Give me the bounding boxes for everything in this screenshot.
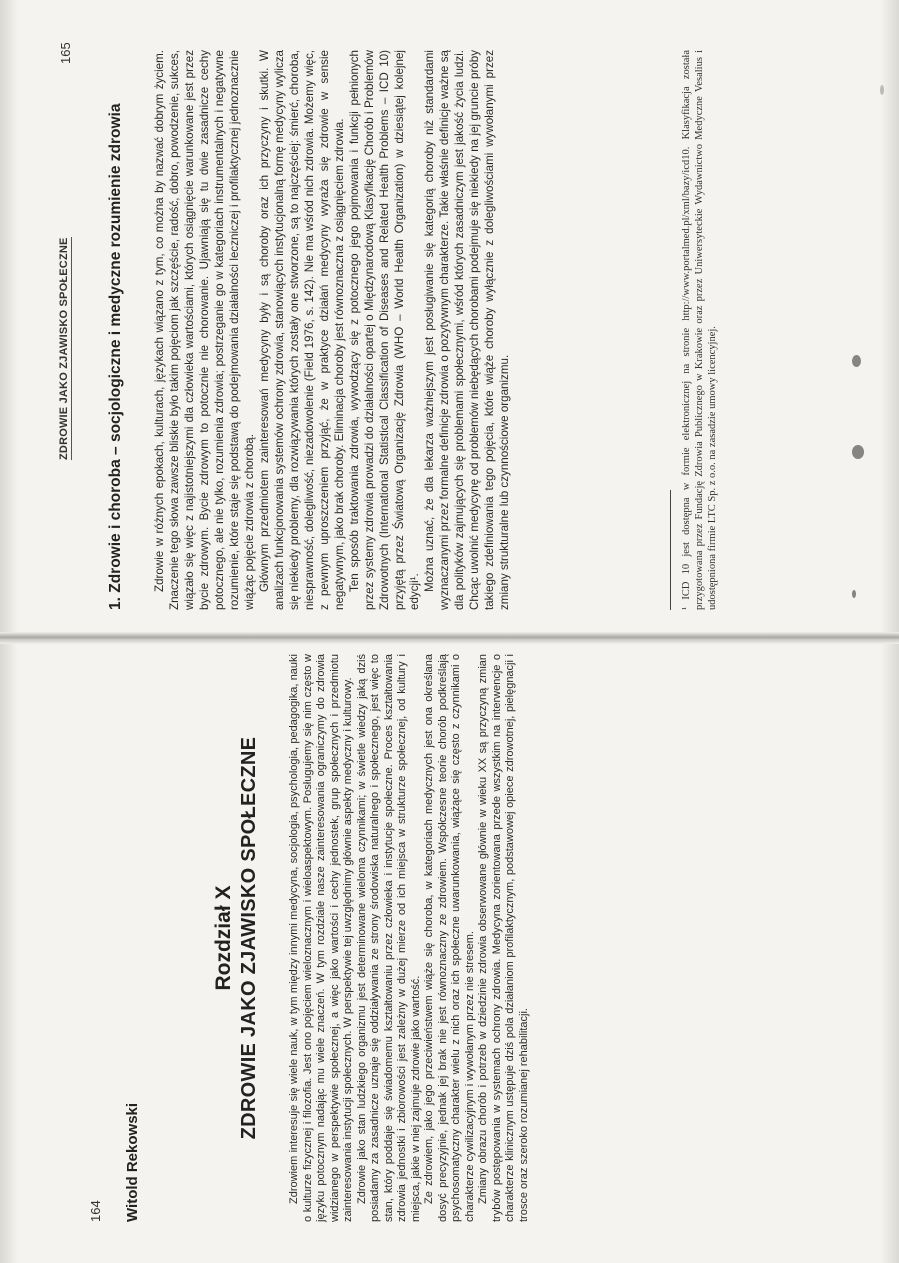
scan-speck — [852, 590, 856, 598]
section-title: 1. Zdrowie i choroba – socjologiczne i medyczne rozumienie zdrowia — [107, 103, 124, 610]
paragraph: Głównym przedmiotem zainteresowań medycyny były i są choroby oraz ich przyczyny i skutki. W analizach funkcjonowania systemów ochrony zdrowia, stanowiących instytucjonalną formę medycyny wylicza się niekiedy problemy, dla rozwiązywania których zostały one stworzone, są to najczęściej: śmierć, choroba, niesprawność, dolegliwość, niezadowolenie (Field 1976, s. 142). Nie ma wśród nich zdrowia. Możemy więc, z pewnym uproszczeniem przyjąć, że w praktyce działań medycyny wyraża się zdrowie w sensie negatywnym, jako brak choroby. Eliminacja choroby jest równoznaczna z osiągnięciem zdrowia. — [258, 50, 346, 610]
footnote: ¹ ICD 10 jest dostępna w formie elektronicznej na stronie http://www.portalmed.pl/xml/bazy/icd10. Klasyfikacja została przygotowana przez Fundację Zdrowia Publicznego w Krakowie oraz przez Uniwersyteckie Wydawnictwo Medyczne Vesalius i udostępniona firmie LTC Sp. z o.o. na zasadzie umowy licencyjnej. — [681, 50, 718, 610]
paragraph: Można uznać, że dla lekarza ważniejszym jest posługiwanie się kategorią choroby niż standardami wyznaczanymi przez formalne definicje zdrowia o pozytywnym charakterze. Takie właśnie definicje ważne są dla polityków zajmujących się problemami społecznymi, wśród których zasadniczym jest jakość życia ludzi. Chcąc uwolnić medycynę od problemów niebędących chorobami podejmuje się niekiedy na jej gruncie próby takiego zdefiniowania tego pojęcia, które wiąże choroby wyłącznie z dolegliwościami wywołanymi przez zmiany strukturalne lub czynnościowe organizmu. — [423, 50, 511, 610]
left-page — [88, 654, 530, 1222]
scan-speck — [852, 445, 864, 459]
footnote-rule — [670, 490, 671, 610]
page-fold — [0, 632, 899, 644]
paragraph: Ten sposób traktowania zdrowia, wywodzący się z potocznego jego pojmowania i funkcji pełnionych przez systemy zdrowia prowadzi do działalności opartej o Międzynarodową Klasyfikację Chorób i Problemów Zdrowotnych (International Statistical Classification of Diseases and Related Health Problems – ICD 10) przyjętą przez Światową Organizację Zdrowia (WHO – World Health Organization) w dziesiątej kolejnej edycji¹. — [348, 50, 421, 610]
chapter-number: Rozdział X — [212, 885, 235, 991]
author-name: Witold Rekowski — [124, 1102, 141, 1222]
paragraph: Zdrowiem interesuje się wiele nauk, w tym między innymi medycyna, socjologia, psychologia, pedagogika, nauki o kulturze fizycznej i filozofia. Jest ono pojęciem wieloznacznym i wieloaspektowym. Posługujemy się nim często w języku potocznym nadając mu wiele znaczeń. W tym rozdziale nasze zainteresowania ograniczymy do zdrowia widzianego w perspektywie społecznej, a więc jako wartości i cechy jednostek, grup społecznych i przedmiotu zainteresowania instytucji społecznych. W perspektywie tej uwzględnimy głównie aspekty medyczny i kulturowy. — [288, 654, 354, 1222]
left-page-body — [288, 654, 531, 1222]
scan-speck — [880, 85, 884, 95]
paragraph: Zdrowie w różnych epokach, kulturach, językach wiązano z tym, co można by nazwać dobrym życiem. Znaczenie tego słowa zawsze bliskie było takim pojęciom jak szczęście, radość, dobro, powodzenie, sukces, wiązało się więc z najistotniejszymi dla człowieka wartościami, których osiągnięcie warunkowane jest przez bycie zdrowym. Bycie zdrowym to potocznie nie chorowanie. Ujawniają się tu dwie zasadnicze cechy potocznego, ale nie tylko, rozumienia zdrowia; postrzeganie go w kategoriach instrumentalnych i negatywne rozumienie, które staje się podstawą do podejmowania działalności leczniczej i profilaktycznej jednoznacznie wiążąc pojęcie zdrowia z chorobą. — [153, 50, 256, 610]
chapter-title: ZDROWIE JAKO ZJAWISKO SPOŁECZNE — [238, 736, 260, 1140]
paragraph: Ze zdrowiem, jako jego przeciwieństwem wiąże się choroba, w kategoriach medycznych jest ona określana dosyć precyzyjnie, jednak jej brak nie jest równoznaczny ze zdrowiem. Współczesne teorie chorób podkreślają psychosomatyczny charakter wielu z nich oraz ich społeczne uwarunkowania, wiążące się często z czynnikami o charakterze cywilizacyjnym i wywołanym przez nie stresem. — [423, 654, 476, 1222]
right-page — [58, 42, 778, 610]
scan-speck — [852, 355, 861, 367]
paragraph: Zdrowie jako stan ludzkiego organizmu jest determinowane wieloma czynnikami; w świetle wiedzy jaką dziś posiadamy za zasadnicze uznaje się oddziaływania ze strony środowiska naturalnego i społecznego, jest więc to stan, który poddaje się świadomemu kształtowaniu przez człowieka i instytucje społeczne. Proces kształtowania zdrowia jednostki i zbiorowości jest zależny w dużej mierze od ich miejsca w strukturze społecznej, od kultury i miejsca, jakie w niej zajmuje zdrowie jako wartość. — [355, 654, 422, 1222]
page-number-165: 165 — [58, 42, 73, 64]
page-number-164: 164 — [88, 1200, 103, 1222]
right-page-body — [152, 50, 512, 610]
running-head: ZDROWIE JAKO ZJAWISKO SPOŁECZNE — [58, 237, 70, 460]
paragraph: Zmiany obrazu chorób i potrzeb w dziedzinie zdrowia obserwowane głównie w wieku XX są przyczyną zmian trybów postępowania w systemach ochrony zdrowia. Medycyna zorientowana przede wszystkim na interwencje o charakterze klinicznym ustępuje dziś pola działaniom profilaktycznym, podstawowej opiece zdrowotnej, pielęgnacji i trosce oraz szeroko rozumianej rehabilitacji. — [477, 654, 530, 1222]
